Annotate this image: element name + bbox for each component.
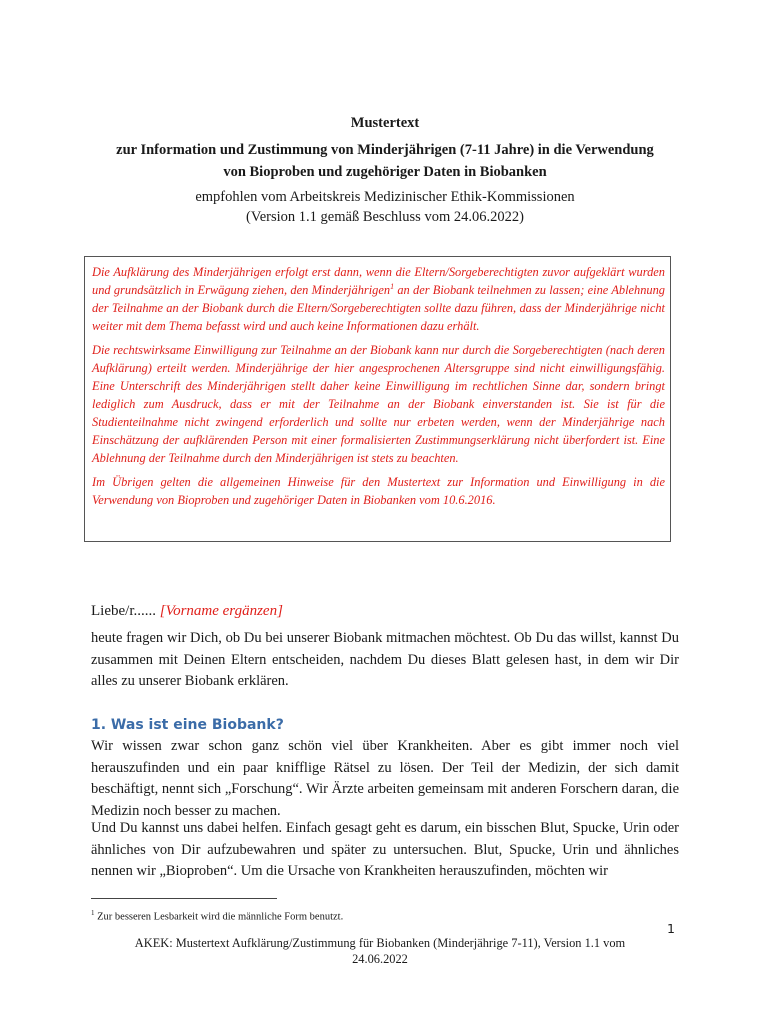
footnote-reference: 1 (390, 281, 395, 291)
greeting: Liebe/r...... [Vorname ergänzen] (91, 603, 283, 619)
intro-paragraph: heute fragen wir Dich, ob Du bei unserer Biobank mitmachen möchtest. Ob Du das willst, kannst Du zusammen mit Deinen Eltern entscheiden, nachdem Du dieses Blatt gelesen hast, in dem wir Dir alles zu unserer Biobank erklären. (91, 630, 679, 689)
document-title: Mustertext (350, 115, 420, 131)
section-heading-biobank: 1. Was ist eine Biobank? (91, 717, 284, 733)
footnote (91, 906, 343, 925)
name-placeholder: [Vorname ergänzen] (159, 603, 283, 619)
version-note: (Version 1.1 gemäß Beschluss vom 24.06.2022) (246, 209, 524, 225)
footnote-marker: 1 (91, 909, 95, 917)
page-footer (100, 935, 660, 967)
subtitle-line-2: von Bioproben und zugehöriger Daten in Biobanken (223, 164, 547, 180)
recommended-by: empfohlen vom Arbeitskreis Medizinischer Ethik-Kommissionen (195, 189, 575, 205)
notice-paragraph-2: Die rechtswirksame Einwilligung zur Teilnahme an der Biobank kann nur durch die Sorgeberechtigten (nach deren Aufklärung) erteilt werden. Minderjährige der hier angesprochenen Altersgruppe sind nicht einwilligungsfähig. Eine Unterschrift des Minderjährigen stellt daher keine Einwilligung im rechtlichen Sinne dar, sondern bringt lediglich zum Ausdruck, dass er mit der Teilnahme an der Biobank einverstanden ist. Sie ist für die Studienteilnahme nicht zwingend erforderlich und sollte nur erbeten werden, wenn der Minderjährige nach Einschätzung der aufklärenden Person mit einer formalisierten Zustimmungserklärung nicht überfordert ist. Eine Ablehnung der Teilnahme durch den Minderjährigen ist stets zu beachten. (92, 343, 665, 465)
footnote-divider (91, 898, 277, 899)
notice-paragraph-3: Im Übrigen gelten die allgemeinen Hinweise für den Mustertext zur Information und Einwilligung in die Verwendung von Bioproben und zugehöriger Daten in Biobanken vom 10.6.2016. (92, 475, 665, 507)
instruction-notice-box (84, 256, 671, 542)
notice-paragraph-1: Die Aufklärung des Minderjährigen erfolgt erst dann, wenn die Eltern/Sorgeberechtigten zuvor aufgeklärt wurden und grundsätzlich in Erwägung ziehen, den Minderjährigen$^1$ an der Biobank teilnehmen zu lassen; eine Ablehnung der Teilnahme an der Biobank durch die Eltern/Sorgeberechtigten sollte dazu führen, dass der Minderjährige nicht weiter mit dem Thema befasst wird und auch keine Informationen dazu erhält. (92, 265, 666, 333)
subtitle-line-1: zur Information und Zustimmung von Minderjährigen (7-11 Jahre) in die Verwendung (116, 142, 654, 158)
page-number: 1 (667, 921, 675, 936)
section-1-paragraph-2: Und Du kannst uns dabei helfen. Einfach gesagt geht es darum, ein bisschen Blut, Spucke, Urin oder ähnliches von Dir aufzubewahren und später zu untersuchen. Blut, Spucke, Urin und ähnliches nennen wir „Bioproben“. Um die Ursache von Krankheiten herauszufinden, möchten wir (91, 820, 679, 879)
footer-line-1: AKEK: Mustertext Aufklärung/Zustimmung für Biobanken (Minderjährige 7-11), Version 1.1 vom (134, 936, 626, 950)
document-subtitle (80, 139, 690, 183)
section-1-paragraph-1: Wir wissen zwar schon ganz schön viel über Krankheiten. Aber es gibt immer noch viel herauszufinden und ein paar knifflige Rätsel zu lösen. Der Teil der Medizin, der sich damit beschäftigt, nennt sich „Forschung“. Wir Ärzte arbeiten gemeinsam mit anderen Forschern daran, die Medizin noch besser zu machen. (91, 738, 679, 819)
footnote-text: Zur besseren Lesbarkeit wird die männliche Form benutzt. (97, 911, 344, 923)
footer-line-2: 24.06.2022 (352, 952, 408, 966)
title-block (80, 113, 690, 227)
